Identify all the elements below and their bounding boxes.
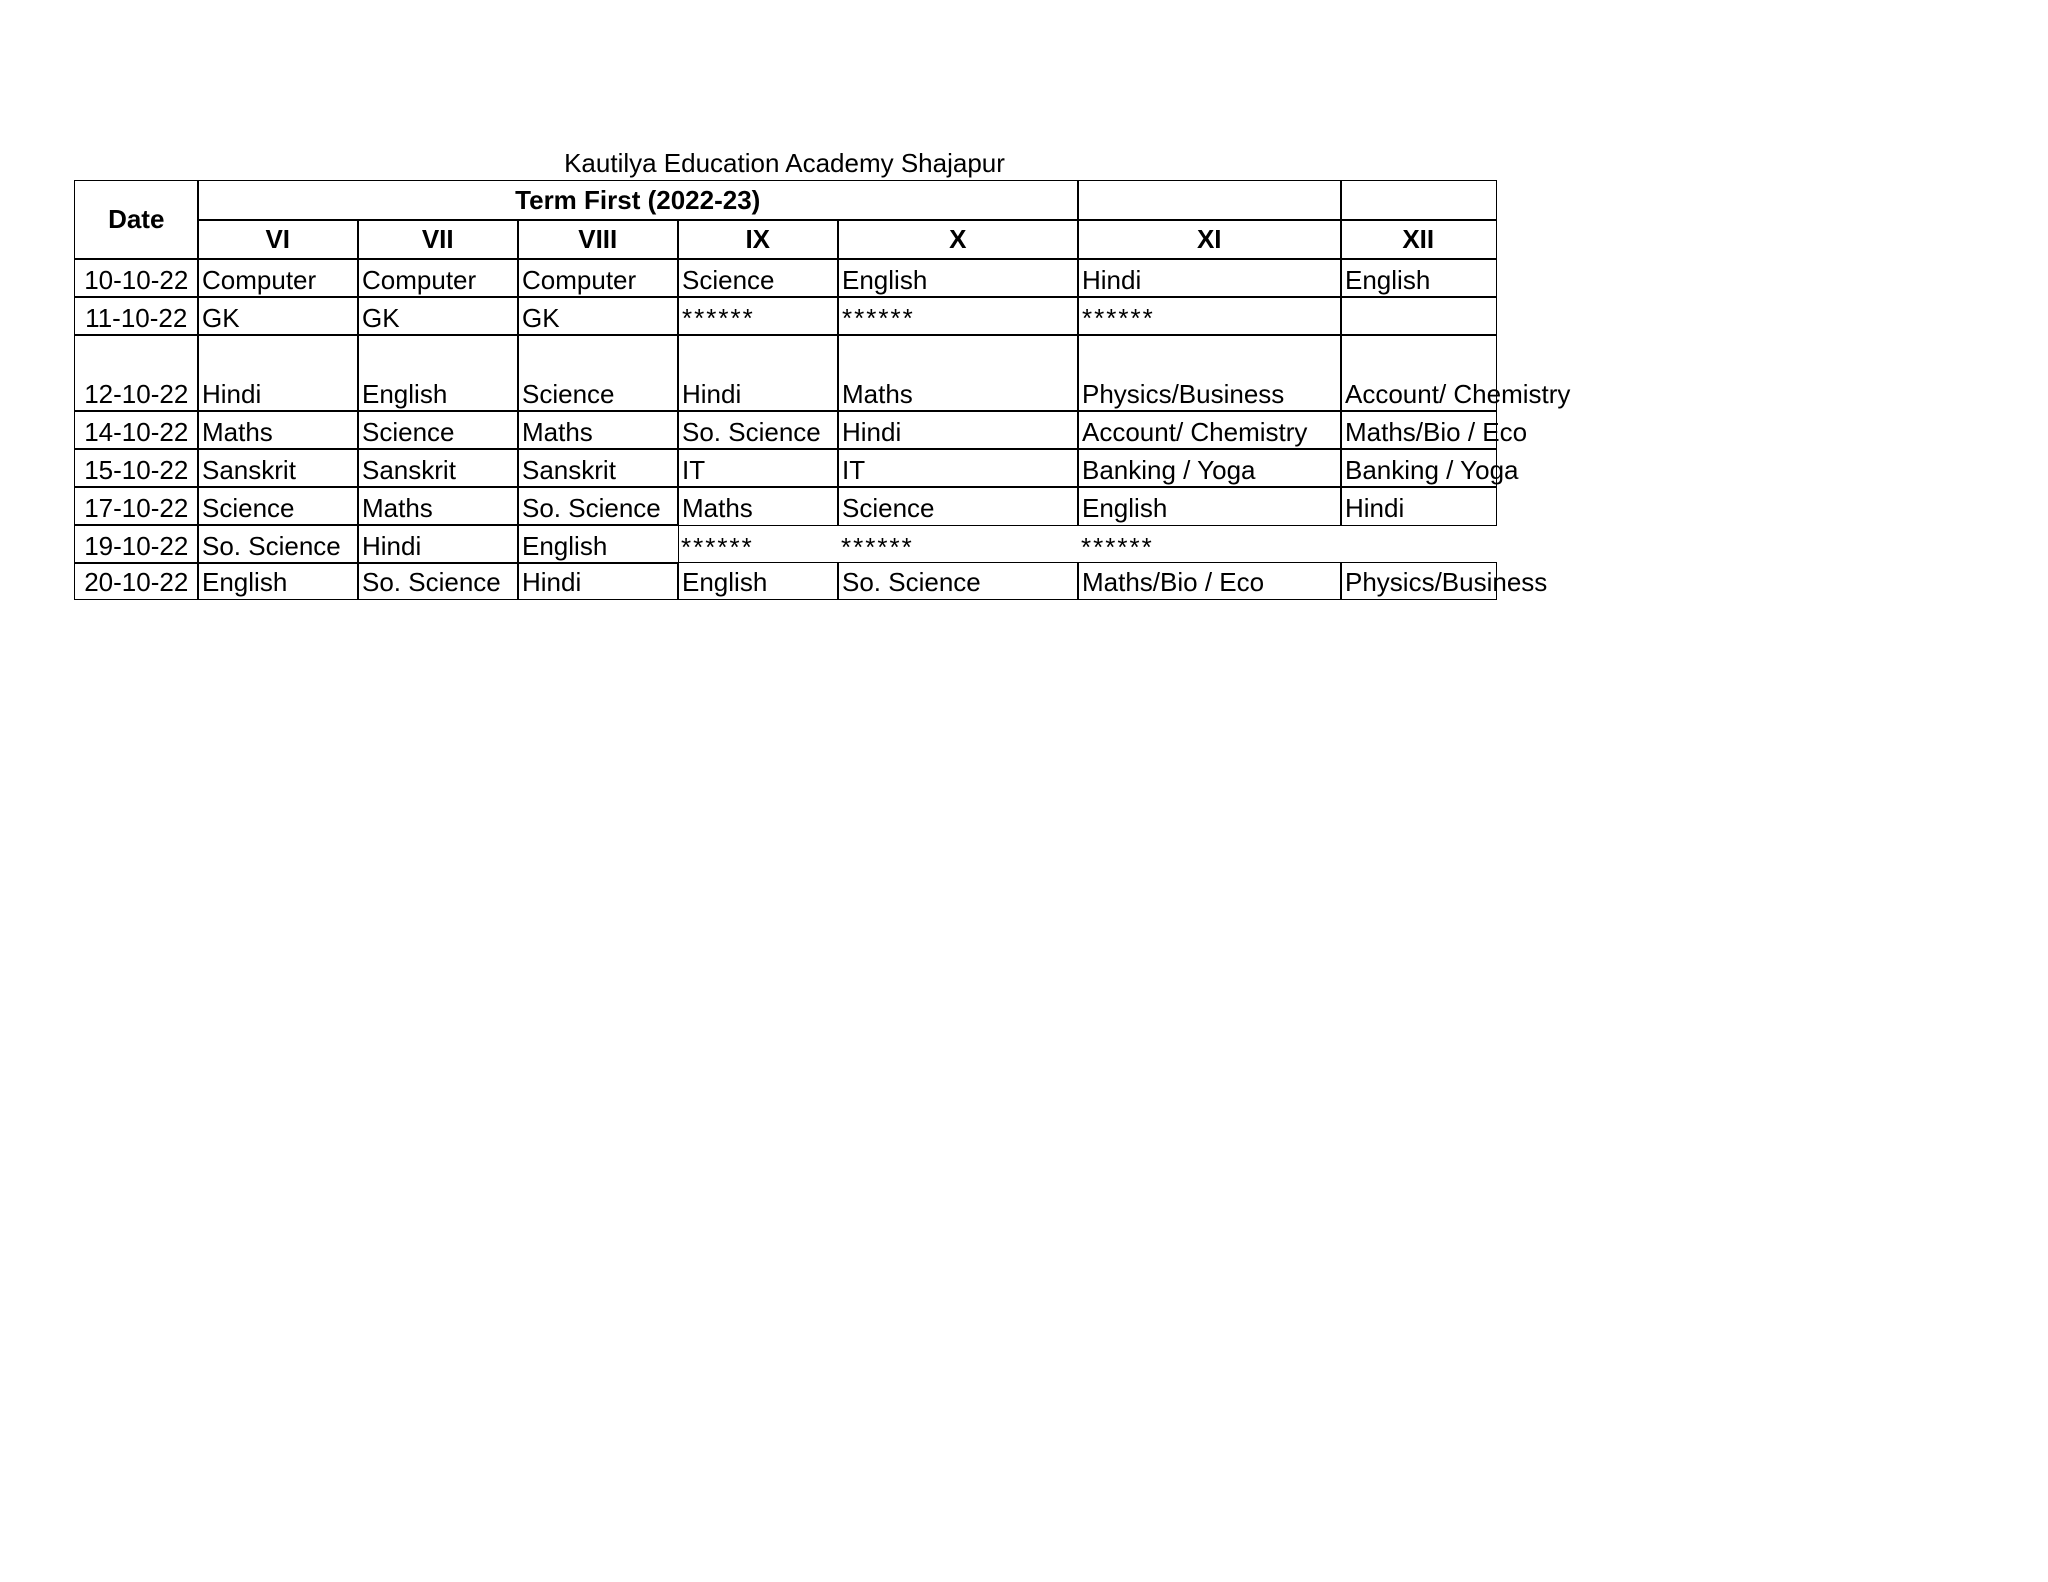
table-cell xyxy=(1340,296,1497,336)
date-cell: 15-10-22 xyxy=(74,448,199,488)
date-cell: 11-10-22 xyxy=(74,296,199,336)
table-cell: ****** xyxy=(837,296,1079,336)
table-cell: Science xyxy=(837,486,1079,526)
class-header-xi: XI xyxy=(1077,219,1342,260)
class-header-xii: XII xyxy=(1340,219,1497,260)
table-cell: Hindi xyxy=(837,410,1079,450)
class-header-x: X xyxy=(837,219,1079,260)
table-cell: Science xyxy=(197,486,359,526)
class-header-ix: IX xyxy=(677,219,839,260)
table-cell: Hindi xyxy=(1340,486,1497,526)
table-cell: Hindi xyxy=(1077,258,1342,298)
table-cell: English xyxy=(677,562,839,600)
table-cell: Science xyxy=(357,410,519,450)
table-cell: Hindi xyxy=(517,562,679,600)
table-cell: Maths xyxy=(357,486,519,526)
term-header: Term First (2022-23) xyxy=(197,180,1079,221)
table-cell: Maths xyxy=(837,334,1079,412)
table-cell: English xyxy=(517,524,679,564)
class-header-vii: VII xyxy=(357,219,519,260)
table-cell: Hindi xyxy=(677,334,839,412)
date-cell: 10-10-22 xyxy=(74,258,199,298)
table-cell: Account/ Chemistry xyxy=(1077,410,1342,450)
date-cell: 14-10-22 xyxy=(74,410,199,450)
table-cell: So. Science xyxy=(837,562,1079,600)
date-header: Date xyxy=(74,180,199,260)
date-cell: 20-10-22 xyxy=(74,562,199,600)
table-cell: ****** xyxy=(681,531,754,562)
table-cell: Maths/Bio / Eco xyxy=(1340,410,1497,450)
table-cell: ****** xyxy=(841,531,914,562)
table-cell: Physics/Business xyxy=(1340,562,1497,600)
table-cell: ****** xyxy=(1077,296,1342,336)
table-cell: Sanskrit xyxy=(197,448,359,488)
table-cell: Computer xyxy=(197,258,359,298)
class-header-vi: VI xyxy=(197,219,359,260)
date-cell: 19-10-22 xyxy=(74,524,199,564)
table-cell: IT xyxy=(837,448,1079,488)
class-header-viii: VIII xyxy=(517,219,679,260)
table-cell: Computer xyxy=(357,258,519,298)
table-cell: Maths xyxy=(677,486,839,526)
date-cell: 12-10-22 xyxy=(74,334,199,412)
table-cell: Account/ Chemistry xyxy=(1340,334,1497,412)
table-cell: GK xyxy=(357,296,519,336)
table-cell: IT xyxy=(677,448,839,488)
table-cell: So. Science xyxy=(517,486,679,526)
table-cell: Hindi xyxy=(357,524,519,564)
table-cell: English xyxy=(1077,486,1342,526)
header-blank-xi xyxy=(1077,180,1342,221)
table-cell: Maths xyxy=(517,410,679,450)
table-cell: Banking / Yoga xyxy=(1077,448,1342,488)
table-cell: Sanskrit xyxy=(517,448,679,488)
table-cell: English xyxy=(197,562,359,600)
table-cell: Maths/Bio / Eco xyxy=(1077,562,1342,600)
table-cell: GK xyxy=(517,296,679,336)
table-cell: Science xyxy=(517,334,679,412)
table-cell: Hindi xyxy=(197,334,359,412)
table-cell: So. Science xyxy=(677,410,839,450)
table-cell: Science xyxy=(677,258,839,298)
table-cell: ****** xyxy=(677,296,839,336)
table-cell: Sanskrit xyxy=(357,448,519,488)
table-cell: Maths xyxy=(197,410,359,450)
date-cell: 17-10-22 xyxy=(74,486,199,526)
table-cell: Computer xyxy=(517,258,679,298)
table-cell: English xyxy=(1340,258,1497,298)
table-cell: So. Science xyxy=(357,562,519,600)
table-cell: English xyxy=(837,258,1079,298)
table-cell: ****** xyxy=(1081,531,1154,562)
table-cell: So. Science xyxy=(197,524,359,564)
table-cell xyxy=(1340,524,1497,564)
header-blank-xii xyxy=(1340,180,1497,221)
table-cell: GK xyxy=(197,296,359,336)
table-cell: Physics/Business xyxy=(1077,334,1342,412)
exam-schedule-table xyxy=(74,180,1571,598)
table-cell: English xyxy=(357,334,519,412)
document-title: Kautilya Education Academy Shajapur xyxy=(564,148,1005,178)
table-cell: Banking / Yoga xyxy=(1340,448,1497,488)
